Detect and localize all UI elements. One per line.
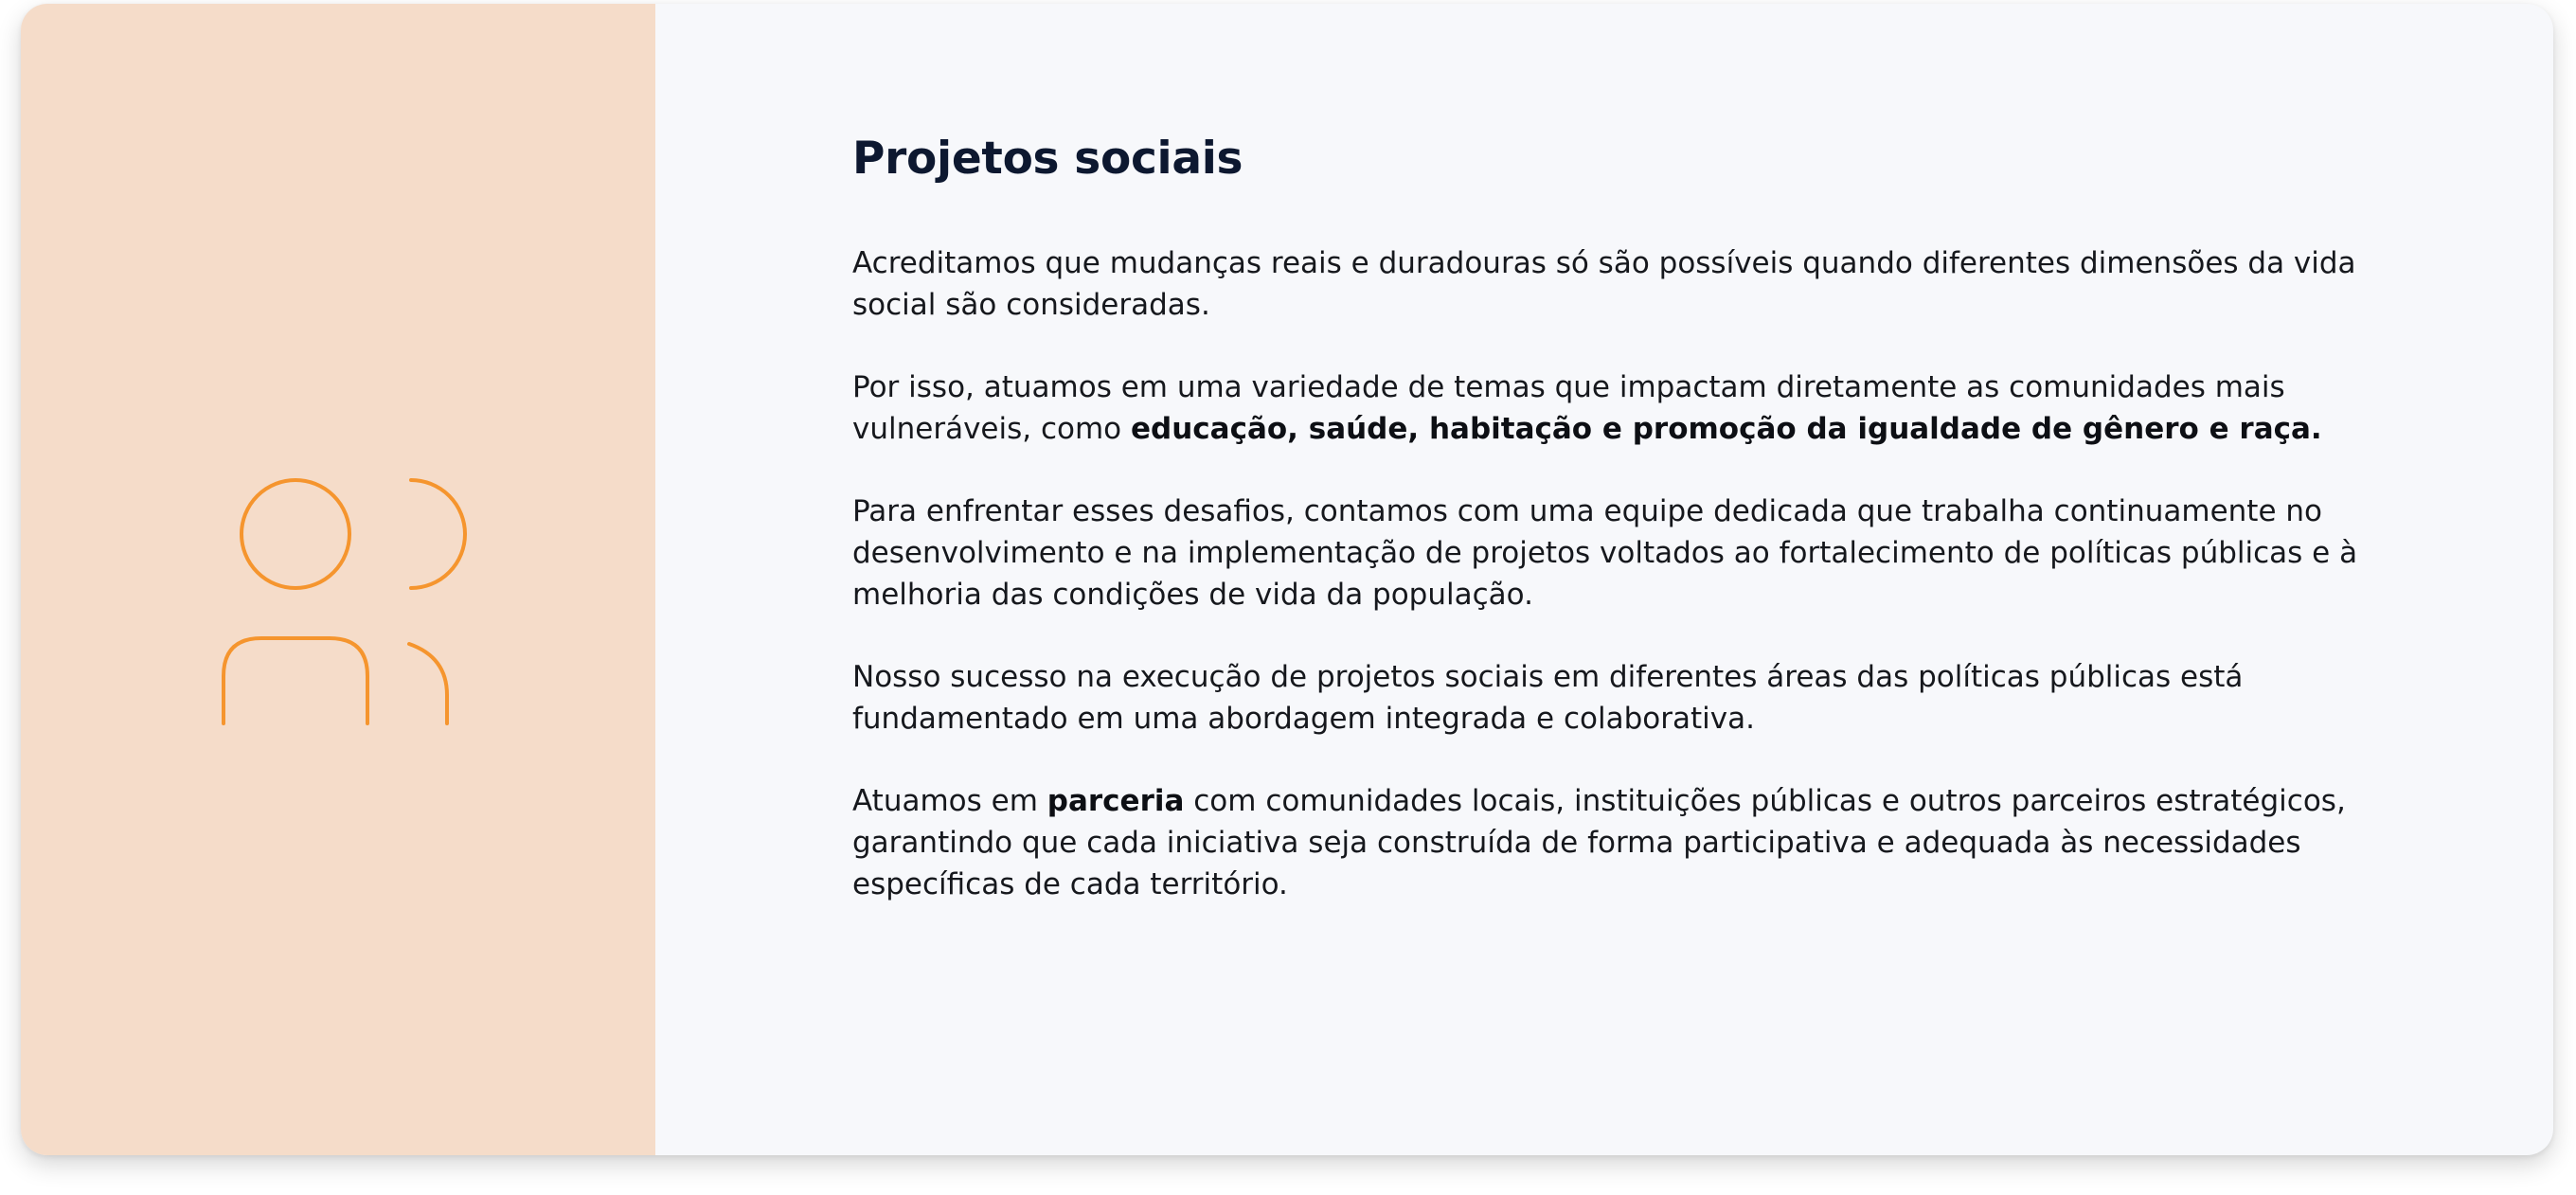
paragraph-intro: Acreditamos que mudanças reais e duradouras só são possíveis quando diferentes dimensões da vida social são consideradas. [852, 246, 2356, 322]
illustration-panel [21, 4, 655, 1155]
partnership-text-start: Atuamos em [852, 784, 1047, 818]
paragraph-approach: Nosso sucesso na execução de projetos sociais em diferentes áreas das políticas públicas está fundamentado em uma abordagem integrada e colaborativa. [852, 660, 2244, 736]
users-icon [201, 468, 485, 733]
section-title: Projetos sociais [852, 133, 1243, 185]
partnership-highlight: parceria [1046, 784, 1185, 818]
paragraph-themes-text: Por isso, atuamos em uma variedade de temas que impactam diretamente as comunidades mais vulneráveis, como [852, 370, 2285, 446]
themes-highlight: educação, saúde, habitação e promoção da igualdade de gênero e raça. [1131, 412, 2322, 446]
paragraph-themes [852, 366, 2415, 450]
paragraph-team: Para enfrentar esses desafios, contamos com uma equipe dedicada que trabalha continuamente no desenvolvimento e na implementação de projetos voltados ao fortalecimento de políticas públicas e à melhoria das condições de vida da população. [852, 494, 2358, 612]
social-projects-card [21, 4, 2553, 1155]
paragraph-partnership [852, 780, 2415, 905]
content-area [655, 4, 2553, 1155]
partnership-text-end: com comunidades locais, instituições públicas e outros parceiros estratégicos, garantindo que cada iniciativa seja construída de forma participativa e adequada às necessidades específicas de cada território. [852, 784, 2346, 901]
